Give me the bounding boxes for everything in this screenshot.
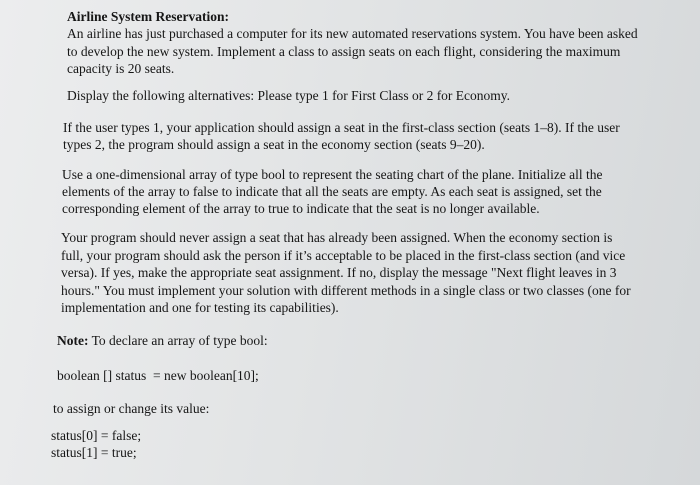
alternatives-line: Display the following alternatives: Please type 1 for First Class or 2 for Economy. <box>67 88 511 103</box>
array-line-3: corresponding element of the array to true to indicate that the seat is no longer available. <box>62 201 540 216</box>
user-types-line-2: types 2, the program should assign a seat in the economy section (seats 9–20). <box>63 137 485 152</box>
code-declare-line: boolean [] status = new boolean[10]; <box>57 368 259 383</box>
rules-line-4: hours." You must implement your solution with different methods in a single class or two classes (one for <box>61 283 631 298</box>
rules-line-1: Your program should never assign a seat that has already been assigned. When the economy section is <box>61 230 613 245</box>
rules-line-5: implementation and one for testing its capabilities). <box>61 300 339 315</box>
intro-line-1: An airline has just purchased a computer for its new automated reservations system. You have been asked <box>67 26 638 41</box>
intro-line-2: to develop the new system. Implement a class to assign seats on each flight, considering the maximum <box>67 44 621 59</box>
rules-line-2: full, your program should ask the person if it’s acceptable to be placed in the first-class section (and vice <box>61 248 626 263</box>
user-types-line-1: If the user types 1, your application should assign a seat in the first-class section (seats 1–8). If the user <box>63 120 620 135</box>
code-assign-line-1: status[0] = false; <box>51 428 142 443</box>
note-label: Note: <box>57 333 89 348</box>
rules-line-3: versa). If yes, make the appropriate seat assignment. If no, display the message "Next flight leaves in 3 <box>61 265 617 280</box>
code-assign-line-2: status[1] = true; <box>51 445 137 460</box>
intro-line-3: capacity is 20 seats. <box>67 61 175 76</box>
assign-instruction-line: to assign or change its value: <box>53 401 210 416</box>
array-line-2: elements of the array to false to indicate that all the seats are empty. As each seat is assigned, set the <box>62 184 602 199</box>
document-title: Airline System Reservation: <box>67 9 229 24</box>
note-text: To declare an array of type bool: <box>88 333 268 348</box>
array-line-1: Use a one-dimensional array of type bool to represent the seating chart of the plane. Initialize all the <box>62 167 603 182</box>
note-line <box>57 333 268 349</box>
